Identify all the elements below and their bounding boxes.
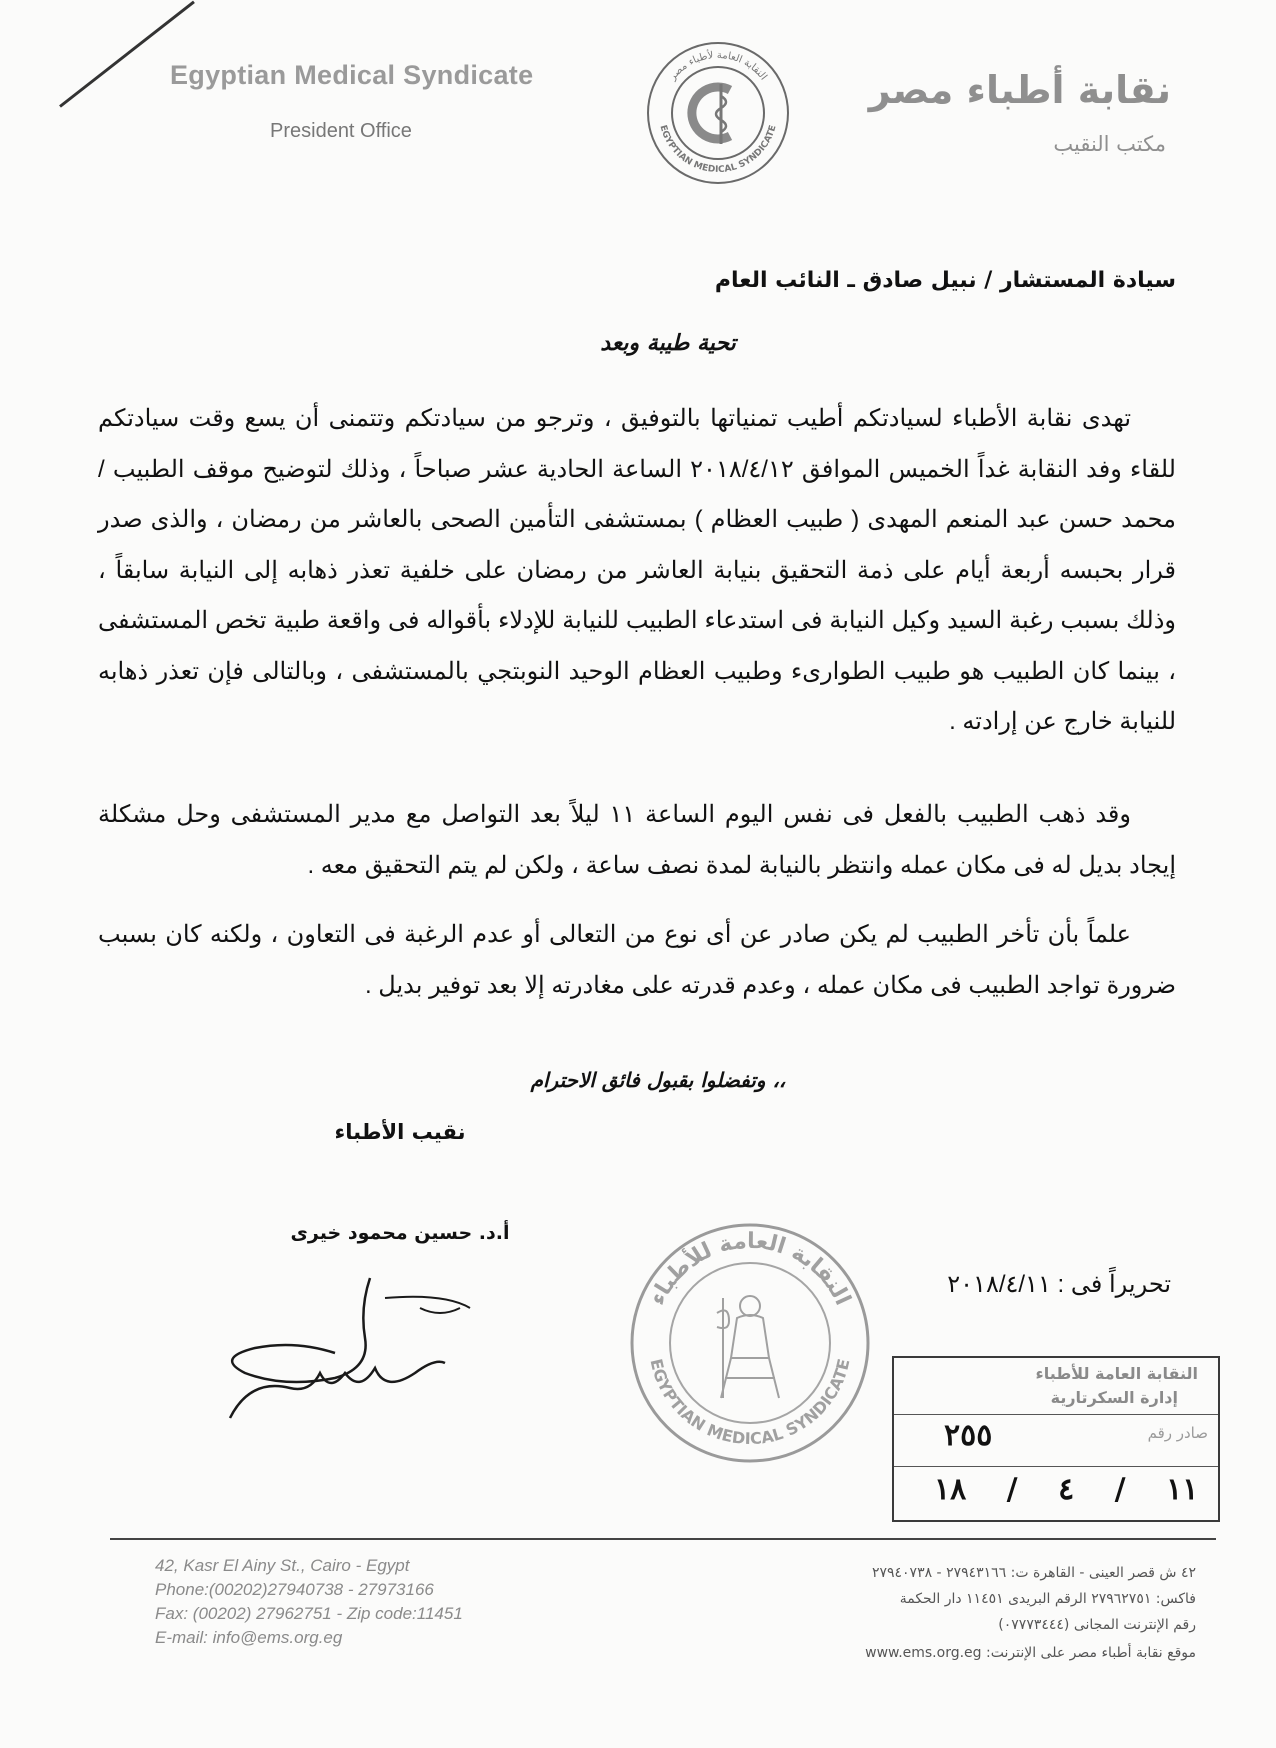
signatory-title: نقيب الأطباء <box>334 1120 466 1144</box>
footer-address-ar: ٤٢ ش قصر العينى - القاهرة ت: ٢٧٩٤٣١٦٦ - ٢٧٩٤٠٧٣٨ <box>871 1565 1196 1581</box>
footer-fax-en: Fax: (00202) 27962751 - Zip code:11451 <box>155 1604 463 1623</box>
footer-address-en: 42, Kasr El Ainy St., Cairo - Egypt <box>155 1556 410 1575</box>
footer-hotline-ar: رقم الإنترنت المجانى (٠٧٧٧٣٤٤٤) <box>998 1617 1196 1633</box>
logo-text-ar: النقابة العامة لأطباء مصر <box>667 49 769 83</box>
footer-fax-ar: فاكس: ٢٧٩٦٢٧٥١ الرقم البريدى ١١٤٥١ دار الحكمة <box>899 1591 1196 1607</box>
stamp-text-en: EGYPTIAN MEDICAL SYNDICATE <box>646 1357 854 1449</box>
pen-scratch-mark <box>59 1 195 108</box>
office-name-ar: مكتب النقيب <box>1053 132 1166 156</box>
org-name-ar: نقابة أطباء مصر <box>868 68 1171 112</box>
handwritten-signature <box>220 1268 480 1438</box>
issue-date: تحريراً فى : ٢٠١٨/٤/١١ <box>947 1271 1171 1298</box>
office-name-en: President Office <box>270 120 412 142</box>
recipient-line: سيادة المستشار / نبيل صادق ـ النائب العام <box>714 268 1176 293</box>
paragraph-1: تهدى نقابة الأطباء لسيادتكم أطيب تمنياتها بالتوفيق ، وترجو من سيادتكم وتتمنى أن يسع وقت سيادتكم للقاء وفد النقابة غداً الخميس الموافق ٢٠١٨/٤/١٢ الساعة الحادية عشر صباحاً ، وذلك لتوضيح موقف الطبيب / محمد حسن عبد المنعم المهدى ( طبيب العظام ) بمستشفى التأمين الصحى بالعاشر من رمضان ، والذى صدر قرار بحبسه أربعة أيام على ذمة التحقيق بنيابة العاشر من رمضان على خلفية تعذر ذهابه إلى النيابة سابقاً ، وذلك بسبب رغبة السيد وكيل النيابة فى استدعاء الطبيب للنيابة للإدلاء بأقواله فى واقعة طبية تخص المستشفى ، بينما كان الطبيب هو طبيب الطوارىء وطبيب العظام الوحيد النوبتجي بالمستشفى ، وبالتالى فإن تعذر ذهابه للنيابة خارج عن إرادته . <box>98 405 1176 735</box>
signatory-name: أ.د. حسين محمود خيرى <box>290 1222 510 1244</box>
paragraph-2: وقد ذهب الطبيب بالفعل فى نفس اليوم الساعة ١١ ليلاً بعد التواصل مع مدير المستشفى وحل مشكلة إيجاد بديل له فى مكان عمله وانتظر بالنيابة لمدة نصف ساعة ، ولكن لم يتم التحقيق معه . <box>98 801 1176 879</box>
stamp-text-ar: النقابة العامة للأطباء <box>644 1228 856 1310</box>
round-seal-stamp <box>625 1218 875 1468</box>
logo-text-en: EGYPTIAN MEDICAL SYNDICATE <box>657 124 779 176</box>
svg-text:النقابة العامة للأطباء <box>645 1229 855 1309</box>
org-name-en: Egyptian Medical Syndicate <box>170 60 534 90</box>
registry-date: ١١ / ٤ / ١٨ <box>934 1472 1199 1507</box>
footer-email-en[interactable]: E-mail: info@ems.org.eg <box>155 1628 343 1647</box>
registry-stamp <box>892 1356 1220 1522</box>
footer-website-ar[interactable]: موقع نقابة أطباء مصر على الإنترنت: www.ems.org.eg <box>865 1645 1196 1661</box>
registry-outgoing-label: صادر رقم <box>1147 1424 1208 1442</box>
footer-phone-en: Phone:(00202)27940738 - 27973166 <box>155 1580 434 1599</box>
paragraph-3: علماً بأن تأخر الطبيب لم يكن صادر عن أى نوع من التعالى أو عدم الرغبة فى التعاون ، ولكنه كان بسبب ضرورة تواجد الطبيب فى مكان عمله ، وعدم قدرته على مغادرته إلا بعد توفير بديل . <box>98 921 1176 999</box>
greeting: تحية طيبة وبعد <box>600 330 736 356</box>
footer-divider <box>110 1538 1216 1540</box>
registry-stamp-org: النقابة العامة للأطباء <box>1035 1364 1198 1383</box>
registry-stamp-dept: إدارة السكرتارية <box>1050 1388 1178 1407</box>
registry-number: ٢٥٥ <box>944 1418 993 1453</box>
closing-line: وتفضلوا بقبول فائق الاحترام ،، <box>530 1068 786 1092</box>
syndicate-logo <box>645 40 791 186</box>
